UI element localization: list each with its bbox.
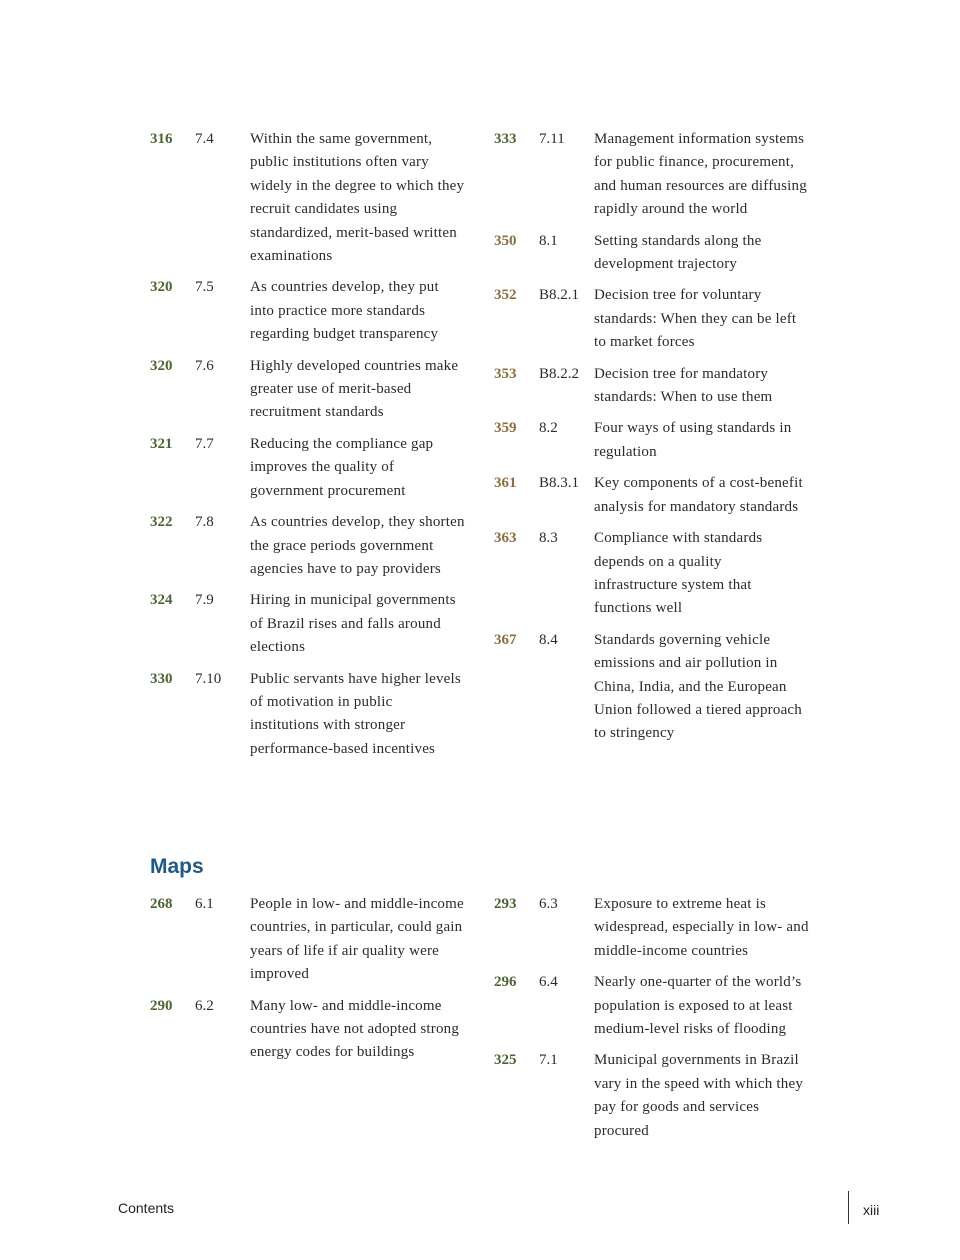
- list-item: [150, 276, 470, 346]
- figure-number: 7.5: [195, 279, 214, 296]
- map-number: 6.3: [539, 896, 558, 912]
- page-number: 320: [150, 357, 173, 374]
- figure-number: 7.11: [539, 131, 565, 147]
- page-number: 352: [494, 287, 517, 304]
- page-number: 290: [150, 997, 173, 1014]
- list-item: [494, 527, 824, 621]
- maps-heading: Maps: [150, 855, 204, 878]
- list-item: [150, 668, 470, 762]
- figure-number: 7.9: [195, 592, 214, 609]
- map-number: 6.4: [539, 974, 558, 991]
- figure-title: Decision tree for voluntary standards: When they can be left to market forces: [594, 287, 797, 351]
- figure-number: 7.6: [195, 357, 214, 374]
- list-item: [494, 472, 824, 519]
- maps-right-column: [494, 893, 824, 1151]
- list-item: [150, 511, 470, 581]
- page-number: 359: [494, 420, 517, 437]
- maps-left-column: [150, 893, 470, 1073]
- figure-number: 8.1: [539, 232, 558, 249]
- list-item: [150, 128, 470, 268]
- list-item: [494, 417, 824, 464]
- figure-title: Reducing the compliance gap improves the quality of government procurement: [250, 435, 434, 499]
- list-item: [150, 589, 470, 659]
- map-number: 6.2: [195, 997, 214, 1014]
- page-number: 330: [150, 670, 173, 687]
- page-number: 367: [494, 631, 517, 648]
- page-number: 333: [494, 131, 517, 147]
- list-item: [494, 128, 824, 222]
- figure-number: 8.3: [539, 530, 558, 547]
- list-item: [494, 1049, 824, 1143]
- map-title: Many low- and middle-income countries have not adopted strong energy codes for buildings: [250, 997, 460, 1061]
- figure-title: Highly developed countries make greater use of merit-based recruitment standards: [250, 357, 459, 421]
- list-item: [494, 629, 824, 746]
- figure-title: Within the same government, public institutions often vary widely in the degree to which they recruit candidates using standardized, merit-based written examinations: [250, 131, 465, 265]
- list-item: [494, 230, 824, 277]
- figure-title: Public servants have higher levels of motivation in public institutions with stronger performance-based incentives: [250, 670, 461, 757]
- page-number: 361: [494, 475, 517, 492]
- figure-title: As countries develop, they shorten the grace periods government agencies have to pay providers: [250, 514, 465, 577]
- page-number: 325: [494, 1052, 517, 1069]
- page-number: 316: [150, 131, 173, 147]
- page-number: 268: [150, 896, 173, 912]
- list-item: [150, 893, 470, 987]
- page-number: 324: [150, 592, 173, 609]
- figure-number: B8.3.1: [539, 475, 580, 492]
- figures-left-column: [150, 128, 470, 769]
- page-number: 363: [494, 530, 517, 547]
- figure-number: 7.4: [195, 131, 214, 147]
- map-title: People in low- and middle-income countries, in particular, could gain years of life if air quality were improved: [250, 896, 464, 983]
- map-number: 6.1: [195, 896, 214, 912]
- figure-number: 7.8: [195, 514, 214, 531]
- page-number: 321: [150, 435, 173, 452]
- footer-section-label: Contents: [118, 1200, 175, 1216]
- figure-number: 7.10: [195, 670, 222, 687]
- map-title: Nearly one-quarter of the world’s population is exposed to at least medium-level risks of flooding: [594, 974, 802, 1038]
- figure-title: Setting standards along the development trajectory: [594, 232, 762, 273]
- page-number: 350: [494, 232, 517, 249]
- figure-title: Standards governing vehicle emissions and air pollution in China, India, and the European Union followed a tiered approach to stringency: [594, 631, 802, 742]
- page-number: 322: [150, 514, 173, 531]
- figure-title: Decision tree for mandatory standards: When to use them: [594, 365, 773, 406]
- page-number: 293: [494, 896, 517, 912]
- footer-divider: [848, 1191, 849, 1224]
- figure-title: As countries develop, they put into practice more standards regarding budget transparency: [250, 279, 439, 343]
- figure-title: Hiring in municipal governments of Brazil rises and falls around elections: [250, 592, 456, 656]
- map-title: Municipal governments in Brazil vary in the speed with which they pay for goods and services procured: [594, 1052, 804, 1139]
- figure-number: 8.2: [539, 420, 558, 437]
- map-title: Exposure to extreme heat is widespread, especially in low- and middle-income countries: [594, 896, 809, 959]
- list-item: [494, 893, 824, 963]
- list-item: [150, 355, 470, 425]
- figure-number: B8.2.2: [539, 365, 580, 382]
- page-number: 296: [494, 974, 517, 991]
- figure-title: Four ways of using standards in regulation: [594, 420, 792, 460]
- list-item: [150, 995, 470, 1065]
- list-item: [494, 363, 824, 410]
- figure-title: Management information systems for public finance, procurement, and human resources are diffusing rapidly around the world: [594, 131, 807, 218]
- footer-page-number: xiii: [863, 1202, 880, 1218]
- figure-number: 8.4: [539, 631, 558, 648]
- figures-right-column: [494, 128, 824, 754]
- figure-number: 7.7: [195, 435, 214, 452]
- map-number: 7.1: [539, 1052, 558, 1069]
- list-item: [494, 284, 824, 354]
- page-number: 353: [494, 365, 517, 382]
- list-item: [494, 971, 824, 1041]
- list-item: [150, 433, 470, 503]
- figure-title: Compliance with standards depends on a quality infrastructure system that functions well: [594, 530, 763, 617]
- page-number: 320: [150, 279, 173, 296]
- figure-title: Key components of a cost-benefit analysis for mandatory standards: [594, 475, 803, 515]
- figure-number: B8.2.1: [539, 287, 580, 304]
